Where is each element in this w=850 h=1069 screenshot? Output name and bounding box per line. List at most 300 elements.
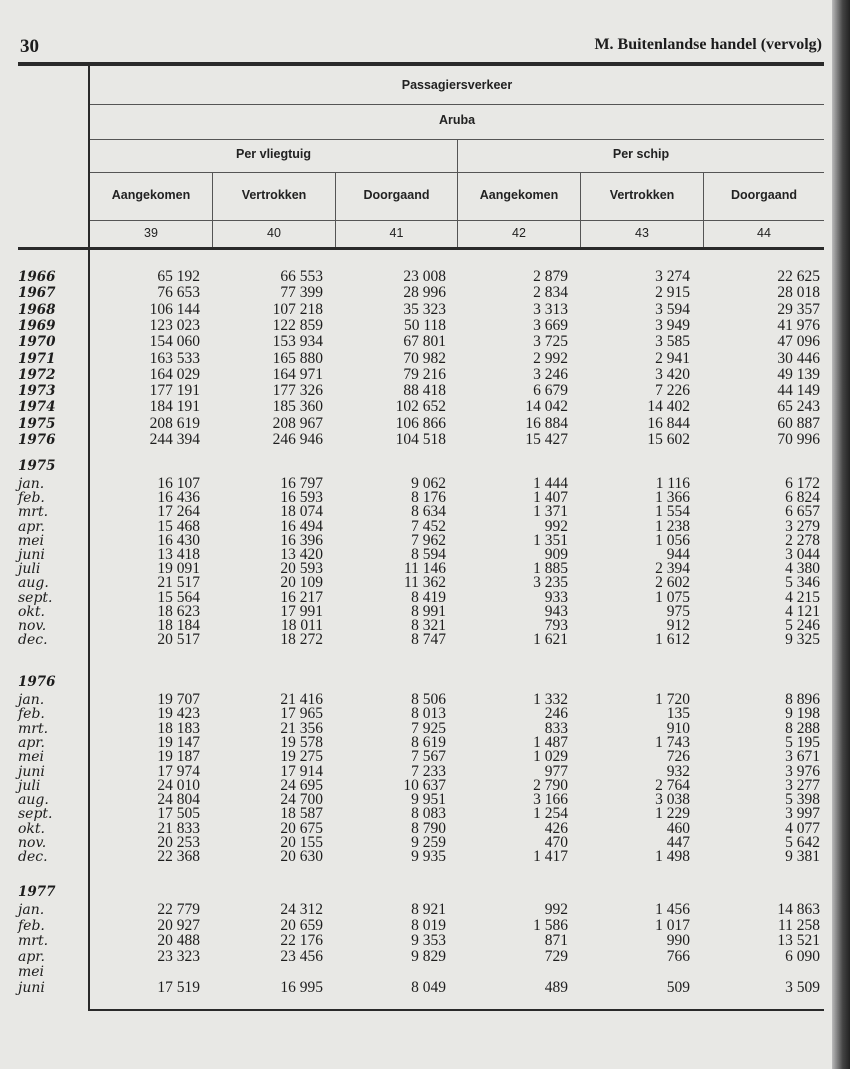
table-row-annual bbox=[0, 270, 830, 284]
cell-value: 17 505 bbox=[157, 805, 200, 823]
column-header: Aangekomen bbox=[479, 188, 559, 202]
table-row-month bbox=[0, 947, 830, 965]
cell-value: 65 192 bbox=[157, 268, 200, 285]
cell-value: 3 279 bbox=[785, 517, 820, 535]
cell-value: 20 109 bbox=[280, 574, 323, 592]
cell-value: 17 965 bbox=[280, 705, 323, 723]
cell-value: 1 056 bbox=[655, 531, 690, 549]
cell-value: 246 946 bbox=[272, 431, 323, 448]
cell-value: 16 107 bbox=[157, 475, 200, 492]
cell-value: 9 381 bbox=[785, 848, 820, 866]
bottom-rule bbox=[88, 1009, 824, 1011]
cell-value: 3 976 bbox=[785, 762, 820, 780]
column-number: 44 bbox=[757, 226, 771, 240]
book-binding-shadow bbox=[832, 0, 850, 1069]
cell-value: 16 396 bbox=[280, 531, 323, 549]
cell-value: 5 246 bbox=[785, 617, 820, 634]
row-label: juni bbox=[18, 763, 45, 780]
cell-value: 47 096 bbox=[777, 333, 820, 351]
row-label: apr. bbox=[18, 948, 45, 965]
header-mode-air: Per vliegtuig bbox=[235, 147, 312, 161]
cell-value: 13 420 bbox=[280, 546, 323, 563]
cell-value: 4 380 bbox=[785, 560, 820, 578]
page-number: 30 bbox=[20, 36, 39, 57]
cell-value: 3 038 bbox=[655, 791, 690, 809]
cell-value: 21 833 bbox=[157, 819, 200, 837]
cell-value: 1 554 bbox=[655, 503, 690, 521]
cell-value: 9 325 bbox=[785, 631, 820, 649]
row-label: feb. bbox=[18, 490, 45, 507]
cell-value: 102 652 bbox=[395, 398, 446, 416]
header-bottom-rule bbox=[18, 247, 824, 250]
column-header: Vertrokken bbox=[609, 188, 675, 202]
cell-value: 8 594 bbox=[411, 546, 446, 563]
cell-value: 7 452 bbox=[411, 517, 446, 535]
cell-value: 8 419 bbox=[411, 588, 446, 606]
cell-value: 17 991 bbox=[280, 602, 323, 620]
cell-value: 20 593 bbox=[280, 560, 323, 578]
cell-value: 2 764 bbox=[655, 776, 690, 794]
cell-value: 4 077 bbox=[785, 819, 820, 837]
cell-value: 3 585 bbox=[655, 333, 690, 351]
cell-value: 1 720 bbox=[655, 691, 690, 708]
cell-value: 21 517 bbox=[157, 574, 200, 592]
cell-value: 6 657 bbox=[785, 503, 820, 521]
table-row-annual bbox=[0, 349, 830, 367]
cell-value: 9 829 bbox=[411, 947, 446, 965]
cell-value: 35 323 bbox=[403, 300, 446, 318]
cell-value: 6 824 bbox=[785, 489, 820, 507]
cell-value: 19 275 bbox=[280, 748, 323, 766]
cell-value: 165 880 bbox=[272, 349, 323, 367]
cell-value: 3 725 bbox=[533, 333, 568, 351]
top-rule bbox=[18, 62, 824, 66]
row-label: mrt. bbox=[18, 720, 49, 737]
cell-value: 88 418 bbox=[403, 382, 446, 400]
cell-value: 1 743 bbox=[655, 733, 690, 751]
cell-value: 7 233 bbox=[411, 762, 446, 780]
row-label: juni bbox=[18, 547, 45, 563]
cell-value: 49 139 bbox=[777, 365, 820, 383]
cell-value: 19 707 bbox=[157, 691, 200, 708]
column-header: Doorgaand bbox=[731, 188, 797, 202]
row-label: 1967 bbox=[18, 285, 56, 302]
cell-value: 208 619 bbox=[149, 414, 200, 432]
cell-value: 2 278 bbox=[785, 531, 820, 549]
row-label: mei bbox=[18, 749, 45, 766]
cell-value: 3 246 bbox=[533, 365, 568, 383]
running-head: M. Buitenlandse handel (vervolg) bbox=[594, 36, 822, 53]
cell-value: 154 060 bbox=[149, 333, 200, 351]
table-row-month bbox=[0, 981, 830, 995]
cell-value: 3 949 bbox=[655, 316, 690, 334]
cell-value: 8 747 bbox=[411, 631, 446, 649]
cell-value: 20 488 bbox=[157, 932, 200, 950]
cell-value: 871 bbox=[544, 932, 568, 950]
cell-value: 729 bbox=[544, 947, 568, 965]
cell-value: 6 090 bbox=[785, 947, 820, 965]
cell-value: 20 927 bbox=[157, 916, 200, 934]
row-label: feb. bbox=[18, 917, 45, 934]
cell-value: 1 498 bbox=[655, 848, 690, 866]
cell-value: 726 bbox=[666, 748, 690, 766]
cell-value: 18 011 bbox=[280, 617, 323, 634]
column-number: 43 bbox=[635, 226, 649, 240]
cell-value: 135 bbox=[666, 705, 690, 723]
cell-value: 16 593 bbox=[280, 489, 323, 507]
cell-value: 23 456 bbox=[280, 947, 323, 965]
cell-value: 177 326 bbox=[272, 382, 323, 400]
cell-value: 944 bbox=[666, 546, 690, 563]
cell-value: 489 bbox=[544, 979, 568, 996]
cell-value: 123 023 bbox=[149, 316, 200, 334]
cell-value: 18 074 bbox=[280, 503, 323, 521]
row-label: jan. bbox=[18, 902, 45, 918]
column-number: 39 bbox=[144, 226, 158, 240]
row-label: 1976 bbox=[18, 432, 56, 448]
row-label: juli bbox=[18, 777, 41, 794]
cell-value: 107 218 bbox=[272, 300, 323, 318]
cell-value: 8 634 bbox=[411, 503, 446, 521]
cell-value: 70 982 bbox=[403, 349, 446, 367]
row-label: mei bbox=[18, 964, 45, 981]
cell-value: 2 941 bbox=[655, 349, 690, 367]
cell-value: 16 494 bbox=[280, 517, 323, 535]
cell-value: 909 bbox=[544, 546, 568, 563]
cell-value: 977 bbox=[544, 762, 568, 780]
cell-value: 8 049 bbox=[411, 979, 446, 996]
cell-value: 7 962 bbox=[411, 531, 446, 549]
cell-value: 3 166 bbox=[533, 791, 568, 809]
row-label: 1969 bbox=[18, 317, 56, 334]
cell-value: 912 bbox=[666, 617, 690, 634]
row-label: dec. bbox=[18, 849, 48, 866]
cell-value: 9 951 bbox=[411, 791, 446, 809]
column-number: 42 bbox=[512, 226, 526, 240]
row-label: dec. bbox=[18, 632, 48, 649]
row-label: jan. bbox=[18, 692, 45, 708]
header-mode-ship: Per schip bbox=[612, 147, 670, 161]
row-label: sept. bbox=[18, 589, 53, 606]
cell-value: 990 bbox=[666, 932, 690, 950]
cell-value: 19 423 bbox=[157, 705, 200, 723]
cell-value: 1 885 bbox=[533, 560, 568, 578]
cell-value: 5 398 bbox=[785, 791, 820, 809]
cell-value: 19 091 bbox=[157, 560, 200, 578]
cell-value: 13 418 bbox=[157, 546, 200, 563]
column-number: 41 bbox=[389, 226, 404, 240]
cell-value: 793 bbox=[544, 617, 568, 634]
row-label: 1975 bbox=[18, 415, 56, 432]
row-label: apr. bbox=[18, 734, 45, 751]
cell-value: 164 971 bbox=[272, 365, 323, 383]
cell-value: 17 914 bbox=[280, 762, 323, 780]
cell-value: 16 430 bbox=[157, 531, 200, 549]
cell-value: 18 184 bbox=[157, 617, 200, 634]
row-label: mrt. bbox=[18, 933, 49, 950]
cell-value: 60 887 bbox=[777, 414, 820, 432]
table-row-month bbox=[0, 916, 830, 934]
cell-value: 1 366 bbox=[655, 489, 690, 507]
cell-value: 24 695 bbox=[280, 776, 323, 794]
cell-value: 2 834 bbox=[533, 284, 568, 302]
cell-value: 9 198 bbox=[785, 705, 820, 723]
row-label: 1971 bbox=[18, 350, 56, 367]
cell-value: 1 075 bbox=[655, 588, 690, 606]
cell-value: 29 357 bbox=[777, 300, 820, 318]
row-label: mei bbox=[18, 532, 45, 549]
row-label: okt. bbox=[18, 603, 45, 620]
cell-value: 6 679 bbox=[533, 382, 568, 400]
cell-value: 8 506 bbox=[411, 691, 446, 708]
header-island: Aruba bbox=[438, 113, 476, 127]
cell-value: 1 456 bbox=[655, 901, 690, 918]
row-label: mrt. bbox=[18, 504, 49, 521]
cell-value: 67 801 bbox=[403, 333, 446, 351]
cell-value: 1 351 bbox=[533, 531, 568, 549]
cell-value: 185 360 bbox=[272, 398, 323, 416]
cell-value: 1 017 bbox=[655, 916, 690, 934]
cell-value: 15 564 bbox=[157, 588, 200, 606]
cell-value: 7 567 bbox=[411, 748, 446, 766]
cell-value: 8 619 bbox=[411, 733, 446, 751]
column-number: 40 bbox=[267, 226, 281, 240]
cell-value: 1 238 bbox=[655, 517, 690, 535]
cell-value: 943 bbox=[544, 602, 568, 620]
table-row-annual bbox=[0, 365, 830, 383]
cell-value: 18 587 bbox=[280, 805, 323, 823]
table-row-annual bbox=[0, 433, 830, 447]
cell-value: 2 790 bbox=[533, 776, 568, 794]
cell-value: 1 444 bbox=[533, 475, 568, 492]
column-header: Vertrokken bbox=[241, 188, 307, 202]
cell-value: 104 518 bbox=[395, 431, 446, 448]
cell-value: 17 519 bbox=[157, 979, 200, 996]
row-label: 1977 bbox=[18, 884, 56, 900]
row-label: 1966 bbox=[18, 269, 56, 285]
cell-value: 20 517 bbox=[157, 631, 200, 649]
table-row-month bbox=[0, 965, 830, 979]
cell-value: 23 323 bbox=[157, 947, 200, 965]
cell-value: 3 420 bbox=[655, 365, 690, 383]
header-group: Passagiersverkeer bbox=[401, 78, 513, 92]
cell-value: 244 394 bbox=[149, 431, 200, 448]
cell-value: 2 992 bbox=[533, 349, 568, 367]
cell-value: 20 659 bbox=[280, 916, 323, 934]
cell-value: 24 312 bbox=[280, 901, 323, 918]
cell-value: 9 935 bbox=[411, 848, 446, 866]
cell-value: 1 332 bbox=[533, 691, 568, 708]
cell-value: 8 991 bbox=[411, 602, 446, 620]
table-row-annual bbox=[0, 400, 830, 414]
cell-value: 44 149 bbox=[777, 382, 820, 400]
cell-value: 11 258 bbox=[777, 916, 820, 934]
cell-value: 18 183 bbox=[157, 719, 200, 737]
cell-value: 18 623 bbox=[157, 602, 200, 620]
cell-value: 8 288 bbox=[785, 719, 820, 737]
cell-value: 122 859 bbox=[272, 316, 323, 334]
cell-value: 20 253 bbox=[157, 834, 200, 851]
cell-value: 1 116 bbox=[655, 475, 690, 492]
cell-value: 1 254 bbox=[533, 805, 568, 823]
cell-value: 3 044 bbox=[785, 546, 820, 563]
cell-value: 1 586 bbox=[533, 916, 568, 934]
column-header: Doorgaand bbox=[363, 188, 430, 202]
header-line bbox=[90, 104, 824, 105]
cell-value: 8 176 bbox=[411, 489, 446, 507]
cell-value: 5 642 bbox=[785, 834, 820, 851]
cell-value: 1 487 bbox=[533, 733, 568, 751]
cell-value: 3 594 bbox=[655, 300, 690, 318]
cell-value: 19 578 bbox=[280, 733, 323, 751]
cell-value: 15 602 bbox=[647, 431, 690, 448]
cell-value: 1 371 bbox=[533, 503, 568, 521]
cell-value: 21 356 bbox=[280, 719, 323, 737]
cell-value: 766 bbox=[666, 947, 690, 965]
cell-value: 5 346 bbox=[785, 574, 820, 592]
cell-value: 8 083 bbox=[411, 805, 446, 823]
table-row-annual bbox=[0, 414, 830, 432]
row-label: juli bbox=[18, 561, 41, 578]
section-year-heading bbox=[0, 885, 830, 899]
cell-value: 153 934 bbox=[272, 333, 323, 351]
cell-value: 3 997 bbox=[785, 805, 820, 823]
cell-value: 16 797 bbox=[280, 475, 323, 492]
cell-value: 16 436 bbox=[157, 489, 200, 507]
row-label: 1974 bbox=[18, 399, 56, 416]
row-label: jan. bbox=[18, 476, 45, 492]
cell-value: 3 669 bbox=[533, 316, 568, 334]
cell-value: 177 191 bbox=[149, 382, 200, 400]
cell-value: 14 402 bbox=[647, 398, 690, 416]
section-year-heading bbox=[0, 459, 830, 473]
cell-value: 1 029 bbox=[533, 748, 568, 766]
cell-value: 70 996 bbox=[777, 431, 820, 448]
row-label: 1976 bbox=[18, 674, 56, 690]
cell-value: 460 bbox=[666, 819, 690, 837]
cell-value: 5 195 bbox=[785, 733, 820, 751]
cell-value: 16 884 bbox=[525, 414, 568, 432]
cell-value: 20 630 bbox=[280, 848, 323, 866]
row-label: nov. bbox=[18, 835, 47, 851]
cell-value: 9 259 bbox=[411, 834, 446, 851]
cell-value: 15 468 bbox=[157, 517, 200, 535]
table-row-annual bbox=[0, 300, 830, 318]
cell-value: 2 879 bbox=[533, 268, 568, 285]
cell-value: 7 226 bbox=[655, 382, 690, 400]
cell-value: 22 176 bbox=[280, 932, 323, 950]
cell-value: 2 915 bbox=[655, 284, 690, 302]
cell-value: 28 018 bbox=[777, 284, 820, 302]
row-label: sept. bbox=[18, 806, 53, 823]
row-label: 1973 bbox=[18, 383, 56, 400]
cell-value: 509 bbox=[666, 979, 690, 996]
row-label: juni bbox=[18, 980, 45, 996]
cell-value: 16 844 bbox=[647, 414, 690, 432]
row-label: feb. bbox=[18, 706, 45, 723]
cell-value: 8 896 bbox=[785, 691, 820, 708]
cell-value: 3 671 bbox=[785, 748, 820, 766]
cell-value: 833 bbox=[544, 719, 568, 737]
cell-value: 20 155 bbox=[280, 834, 323, 851]
table-row-annual bbox=[0, 384, 830, 398]
cell-value: 992 bbox=[544, 517, 568, 535]
cell-value: 447 bbox=[666, 834, 690, 851]
cell-value: 4 215 bbox=[785, 588, 820, 606]
cell-value: 992 bbox=[544, 901, 568, 918]
cell-value: 426 bbox=[544, 819, 568, 837]
row-label: 1968 bbox=[18, 301, 56, 318]
table-row-annual bbox=[0, 286, 830, 300]
section-year-heading bbox=[0, 675, 830, 689]
cell-value: 24 804 bbox=[157, 791, 200, 809]
row-label: 1972 bbox=[18, 366, 56, 383]
cell-value: 932 bbox=[666, 762, 690, 780]
cell-value: 66 553 bbox=[280, 268, 323, 285]
cell-value: 1 407 bbox=[533, 489, 568, 507]
cell-value: 77 399 bbox=[280, 284, 323, 302]
cell-value: 22 625 bbox=[777, 268, 820, 285]
cell-value: 3 235 bbox=[533, 574, 568, 592]
cell-value: 4 121 bbox=[785, 602, 820, 620]
row-label: aug. bbox=[18, 792, 49, 809]
cell-value: 933 bbox=[544, 588, 568, 606]
cell-value: 11 362 bbox=[403, 574, 446, 592]
cell-value: 470 bbox=[544, 834, 568, 851]
table-row-month bbox=[0, 633, 830, 647]
cell-value: 1 229 bbox=[655, 805, 690, 823]
cell-value: 3 277 bbox=[785, 776, 820, 794]
cell-value: 65 243 bbox=[777, 398, 820, 416]
cell-value: 8 019 bbox=[411, 916, 446, 934]
cell-value: 18 272 bbox=[280, 631, 323, 649]
row-label: nov. bbox=[18, 618, 47, 634]
cell-value: 8 921 bbox=[411, 901, 446, 918]
cell-value: 15 427 bbox=[525, 431, 568, 448]
cell-value: 14 863 bbox=[777, 901, 820, 918]
cell-value: 17 974 bbox=[157, 762, 200, 780]
cell-value: 79 216 bbox=[403, 365, 446, 383]
column-header: Aangekomen bbox=[111, 188, 191, 202]
table-row-month bbox=[0, 850, 830, 864]
cell-value: 3 313 bbox=[533, 300, 568, 318]
cell-value: 2 602 bbox=[655, 574, 690, 592]
cell-value: 1 621 bbox=[533, 631, 568, 649]
cell-value: 3 509 bbox=[785, 979, 820, 996]
cell-value: 24 010 bbox=[157, 776, 200, 794]
cell-value: 3 274 bbox=[655, 268, 690, 285]
row-label: 1975 bbox=[18, 458, 56, 474]
cell-value: 910 bbox=[666, 719, 690, 737]
cell-value: 8 321 bbox=[411, 617, 446, 634]
cell-value: 13 521 bbox=[777, 932, 820, 950]
table-row-annual bbox=[0, 335, 830, 349]
cell-value: 28 996 bbox=[403, 284, 446, 302]
cell-value: 2 394 bbox=[655, 560, 690, 578]
cell-value: 11 146 bbox=[403, 560, 446, 578]
cell-value: 9 062 bbox=[411, 475, 446, 492]
row-label: 1970 bbox=[18, 334, 56, 351]
cell-value: 106 866 bbox=[395, 414, 446, 432]
cell-value: 6 172 bbox=[785, 475, 820, 492]
cell-value: 14 042 bbox=[525, 398, 568, 416]
table-row-month bbox=[0, 903, 830, 917]
row-label: okt. bbox=[18, 820, 45, 837]
cell-value: 30 446 bbox=[777, 349, 820, 367]
cell-value: 22 779 bbox=[157, 901, 200, 918]
cell-value: 41 976 bbox=[777, 316, 820, 334]
cell-value: 16 995 bbox=[280, 979, 323, 996]
